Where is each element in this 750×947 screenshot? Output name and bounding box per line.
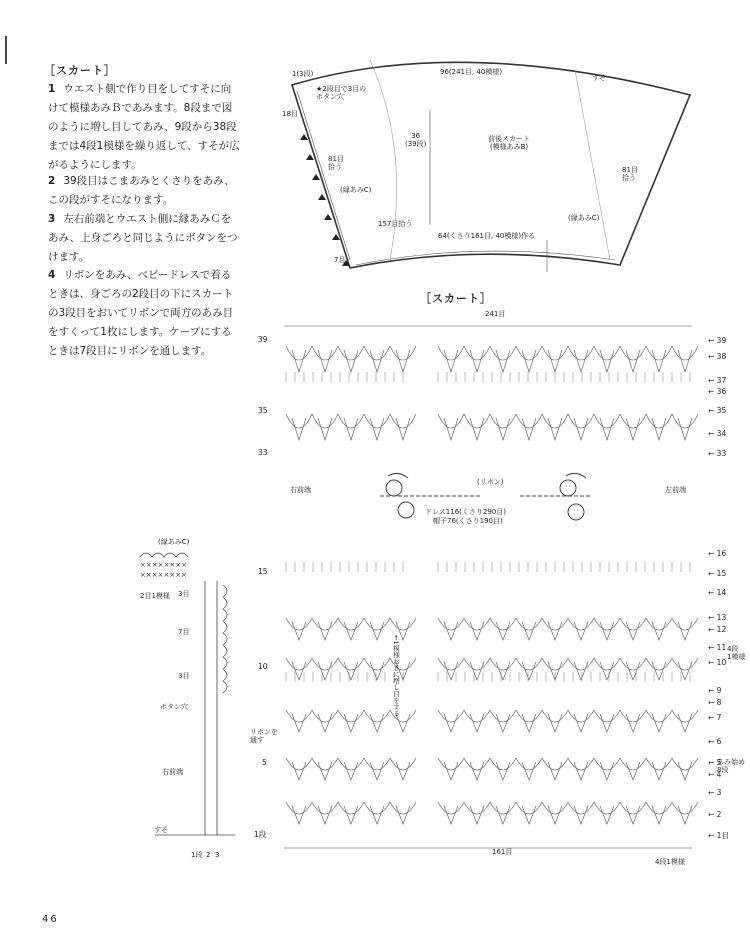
stitch-motif bbox=[646, 414, 672, 440]
right-row-15: ← 15 bbox=[708, 569, 727, 578]
right-row-6: ← 6 bbox=[708, 737, 722, 746]
stitch-motif bbox=[364, 346, 390, 372]
chart-left-front: 左前端 bbox=[665, 486, 686, 494]
stitch-motif bbox=[516, 802, 542, 824]
skirt-bottom-chain: 64(くさり161目, 40模様)作る bbox=[438, 232, 536, 240]
stitch-motif bbox=[568, 802, 594, 824]
stitch-motif bbox=[672, 414, 698, 440]
stitch-motif bbox=[490, 802, 516, 824]
skirt-height: 36 (39段) bbox=[405, 132, 427, 148]
right-row-5: ← 5 bbox=[708, 758, 722, 767]
stitch-motif bbox=[672, 758, 698, 780]
right-row-34: ← 34 bbox=[708, 429, 727, 438]
instruction-step-2: 2 39段目はこまあみとくさりをあみ、この段がすそになります。 bbox=[48, 175, 235, 206]
stitch-motif bbox=[542, 802, 568, 824]
stitch-motif bbox=[620, 414, 646, 440]
stitch-motif bbox=[490, 414, 516, 440]
stitch-motif bbox=[568, 658, 594, 680]
stitch-motif bbox=[464, 618, 490, 640]
stitch-motif bbox=[464, 710, 490, 732]
stitch-motif bbox=[312, 346, 338, 372]
stitch-motif bbox=[390, 758, 416, 780]
stitch-motif bbox=[672, 802, 698, 824]
stitch-motif bbox=[286, 710, 312, 732]
chart-title: ［スカート］ bbox=[420, 292, 492, 305]
right-row-3: ← 3 bbox=[708, 788, 722, 797]
stitch-motif bbox=[464, 758, 490, 780]
stitch-motif bbox=[516, 414, 542, 440]
stitch-motif bbox=[490, 758, 516, 780]
stitch-motif bbox=[438, 346, 464, 372]
stitch-motif bbox=[490, 618, 516, 640]
instruction-step-1: 1 ウエスト側で作り目をしてすそに向けて模様あみＢであみます。8段まで図のように増し目してあみ、9段から38段までは4段1模様を繰り返して、すそが広がるようにします。 bbox=[48, 83, 240, 171]
stitch-motif bbox=[464, 414, 490, 440]
right-row-13: ← 13 bbox=[708, 613, 727, 622]
right-row-12: ← 12 bbox=[708, 625, 727, 634]
right-row-2: ← 2 bbox=[708, 810, 722, 819]
stitch-motif bbox=[594, 618, 620, 640]
stitch-motif bbox=[364, 802, 390, 824]
stitch-motif bbox=[464, 802, 490, 824]
stitch-motif bbox=[672, 346, 698, 372]
edge-2-stitch-repeat: 2目1模様 bbox=[140, 592, 170, 600]
stitch-motif bbox=[312, 802, 338, 824]
edge-right-front: 右前端 bbox=[162, 768, 183, 776]
skirt-row-7: 7目 bbox=[334, 256, 346, 264]
stitch-motif bbox=[338, 710, 364, 732]
stitch-motif bbox=[542, 710, 568, 732]
stitch-motif bbox=[646, 710, 672, 732]
edge-7-stitches: 7目 bbox=[178, 628, 190, 636]
instruction-step-3: 3 左右前端とウエスト側に縁あみＣをあみ、上身ごろと同じようにボタンをつけます。 bbox=[48, 213, 238, 263]
stitch-motif bbox=[594, 758, 620, 780]
left-row-33: 33 bbox=[258, 448, 268, 457]
stitch-motif bbox=[338, 414, 364, 440]
stitch-motif bbox=[312, 658, 338, 680]
stitch-motif bbox=[646, 618, 672, 640]
left-row-1: 1段 bbox=[254, 830, 267, 839]
stitch-motif bbox=[438, 710, 464, 732]
stitch-motif bbox=[390, 414, 416, 440]
stitch-motif bbox=[338, 618, 364, 640]
stitch-motif bbox=[464, 346, 490, 372]
stitch-motif bbox=[620, 618, 646, 640]
stitch-motif bbox=[594, 658, 620, 680]
ribbon-through-label: リボンを 通す bbox=[250, 728, 278, 744]
stitch-motif bbox=[364, 414, 390, 440]
skirt-rows-label: 1(3段) bbox=[292, 70, 314, 78]
stitch-motif bbox=[438, 414, 464, 440]
stitch-motif bbox=[312, 414, 338, 440]
skirt-button-note: ★2段目で3目の ボタン穴 bbox=[316, 85, 367, 101]
right-row-39: ← 39 bbox=[708, 336, 727, 345]
stitch-motif bbox=[364, 618, 390, 640]
stitch-motif bbox=[286, 346, 312, 372]
right-row-36: ← 36 bbox=[708, 387, 727, 396]
stitch-motif bbox=[390, 802, 416, 824]
stitch-motif bbox=[490, 658, 516, 680]
edge-chart-title: (縁あみC) bbox=[158, 538, 190, 546]
right-row-33: ← 33 bbox=[708, 449, 727, 458]
stitch-motif bbox=[542, 414, 568, 440]
repeat-4-rows: 4段 1模様 bbox=[727, 645, 746, 661]
chart-top-count: 241目 bbox=[485, 310, 506, 318]
stitch-motif bbox=[672, 658, 698, 680]
stitch-motif bbox=[568, 414, 594, 440]
stitch-motif bbox=[542, 618, 568, 640]
right-row-16: ← 16 bbox=[708, 549, 727, 558]
stitch-motif bbox=[338, 658, 364, 680]
stitch-motif bbox=[620, 658, 646, 680]
stitch-motif bbox=[338, 346, 364, 372]
skirt-edge-left: (縁あみC) bbox=[340, 186, 372, 194]
stitch-motif bbox=[568, 618, 594, 640]
skirt-edge-right: (縁あみC) bbox=[568, 214, 600, 222]
skirt-pick-157: 157目拾う bbox=[378, 220, 413, 228]
stitch-motif bbox=[286, 758, 312, 780]
instruction-step-4: 4 リボンをあみ、ベビードレスで着るときは、身ごろの2段目の下にスカートの3段目をおいてリボンで両方のあみ目をすくって1枚にします。ケープにするときは7段目にリボンを通します。 bbox=[48, 269, 234, 357]
stitch-motif bbox=[620, 758, 646, 780]
stitch-motif bbox=[646, 802, 672, 824]
stitch-motif bbox=[438, 618, 464, 640]
page-edge-marker bbox=[5, 36, 7, 64]
stitch-motif bbox=[438, 658, 464, 680]
left-row-39: 39 bbox=[258, 335, 268, 344]
stitch-chart bbox=[262, 318, 710, 858]
stitch-motif bbox=[364, 710, 390, 732]
stitch-motif bbox=[312, 710, 338, 732]
stitch-motif bbox=[286, 618, 312, 640]
stitch-motif bbox=[516, 758, 542, 780]
right-row-8: ← 8 bbox=[708, 698, 722, 707]
repeat-bottom-label: 4段1模様 bbox=[655, 858, 685, 866]
stitch-motif bbox=[312, 618, 338, 640]
edge-x-row-2: ×××××××× bbox=[140, 571, 187, 579]
stitch-motif bbox=[672, 710, 698, 732]
skirt-top-stitches: 96(241目, 40模様) bbox=[440, 68, 503, 76]
stitch-motif bbox=[620, 802, 646, 824]
stitch-motif bbox=[542, 758, 568, 780]
edge-row-2: 2 bbox=[206, 851, 211, 859]
stitch-motif bbox=[364, 758, 390, 780]
stitch-motif bbox=[620, 710, 646, 732]
stitch-motif bbox=[568, 346, 594, 372]
ribbon-diagram bbox=[370, 468, 600, 528]
stitch-motif bbox=[286, 658, 312, 680]
right-row-14: ← 14 bbox=[708, 588, 727, 597]
stitch-motif bbox=[490, 710, 516, 732]
ribbon-label: (リボン) bbox=[477, 478, 504, 486]
right-row-35: ← 35 bbox=[708, 406, 727, 415]
stitch-motif bbox=[516, 710, 542, 732]
ribbon-dress-length: ドレス116(くさり290目) bbox=[425, 508, 506, 516]
start-8-rows: あみ始め 8段 bbox=[717, 758, 745, 774]
increase-note: ←1模様おきに増し目をする bbox=[392, 635, 400, 717]
stitch-motif bbox=[594, 710, 620, 732]
stitch-motif bbox=[438, 758, 464, 780]
edge-x-row-1: ×××××××× bbox=[140, 561, 187, 569]
skirt-center-label: 前後スカート (模様あみB) bbox=[488, 135, 530, 151]
stitch-motif bbox=[542, 346, 568, 372]
edge-button-hole: ボタン穴 bbox=[160, 703, 188, 711]
stitch-motif bbox=[464, 658, 490, 680]
stitch-motif bbox=[338, 758, 364, 780]
stitch-motif bbox=[516, 346, 542, 372]
right-row-4: ← 4 bbox=[708, 770, 722, 779]
stitch-motif bbox=[568, 710, 594, 732]
chart-right-front: 右前端 bbox=[290, 486, 311, 494]
left-row-15: 15 bbox=[258, 567, 268, 576]
skirt-right-pickup: 81目 拾う bbox=[622, 166, 638, 182]
edge-3-stitches-a: 3目 bbox=[178, 590, 190, 598]
stitch-motif bbox=[338, 802, 364, 824]
stitch-motif bbox=[594, 346, 620, 372]
right-row-7: ← 7 bbox=[708, 713, 722, 722]
chart-bottom-count: 161目 bbox=[492, 848, 513, 856]
stitch-motif bbox=[568, 758, 594, 780]
stitch-motif bbox=[364, 658, 390, 680]
right-row-10: ← 10 bbox=[708, 658, 727, 667]
stitch-motif bbox=[594, 802, 620, 824]
skirt-left-pickup: 81目 拾う bbox=[328, 155, 344, 171]
stitch-motif bbox=[516, 618, 542, 640]
stitch-motif bbox=[646, 758, 672, 780]
left-row-10: 10 bbox=[258, 662, 268, 671]
stitch-motif bbox=[286, 414, 312, 440]
stitch-motif bbox=[620, 346, 646, 372]
skirt-row-18: 18目 bbox=[282, 110, 298, 118]
edge-row-3: 3 bbox=[215, 851, 220, 859]
right-row-38: ← 38 bbox=[708, 352, 727, 361]
edge-3-stitches-b: 3目 bbox=[178, 672, 190, 680]
stitch-motif bbox=[672, 618, 698, 640]
left-row-5: 5 bbox=[262, 758, 267, 767]
stitch-motif bbox=[594, 414, 620, 440]
right-row-37: ← 37 bbox=[708, 376, 727, 385]
edge-row-1: 1段 bbox=[191, 851, 203, 859]
page-number: 46 bbox=[42, 914, 59, 925]
edge-hem: すそ bbox=[154, 826, 168, 834]
right-row-11: ← 11 bbox=[708, 643, 727, 652]
stitch-motif bbox=[646, 658, 672, 680]
left-row-35: 35 bbox=[258, 406, 268, 415]
instructions-title: ［スカート］ bbox=[44, 64, 116, 77]
stitch-motif bbox=[646, 346, 672, 372]
stitch-motif bbox=[390, 346, 416, 372]
ribbon-hat-length: 帽子76(くさり190目) bbox=[433, 517, 503, 525]
skirt-hem-label: すそ bbox=[592, 74, 606, 82]
right-row-9: ← 9 bbox=[708, 686, 722, 695]
stitch-motif bbox=[516, 658, 542, 680]
stitch-motif bbox=[438, 802, 464, 824]
stitch-motif bbox=[286, 802, 312, 824]
stitch-motif bbox=[490, 346, 516, 372]
stitch-motif bbox=[312, 758, 338, 780]
right-row-1目: ← 1目 bbox=[708, 831, 729, 840]
